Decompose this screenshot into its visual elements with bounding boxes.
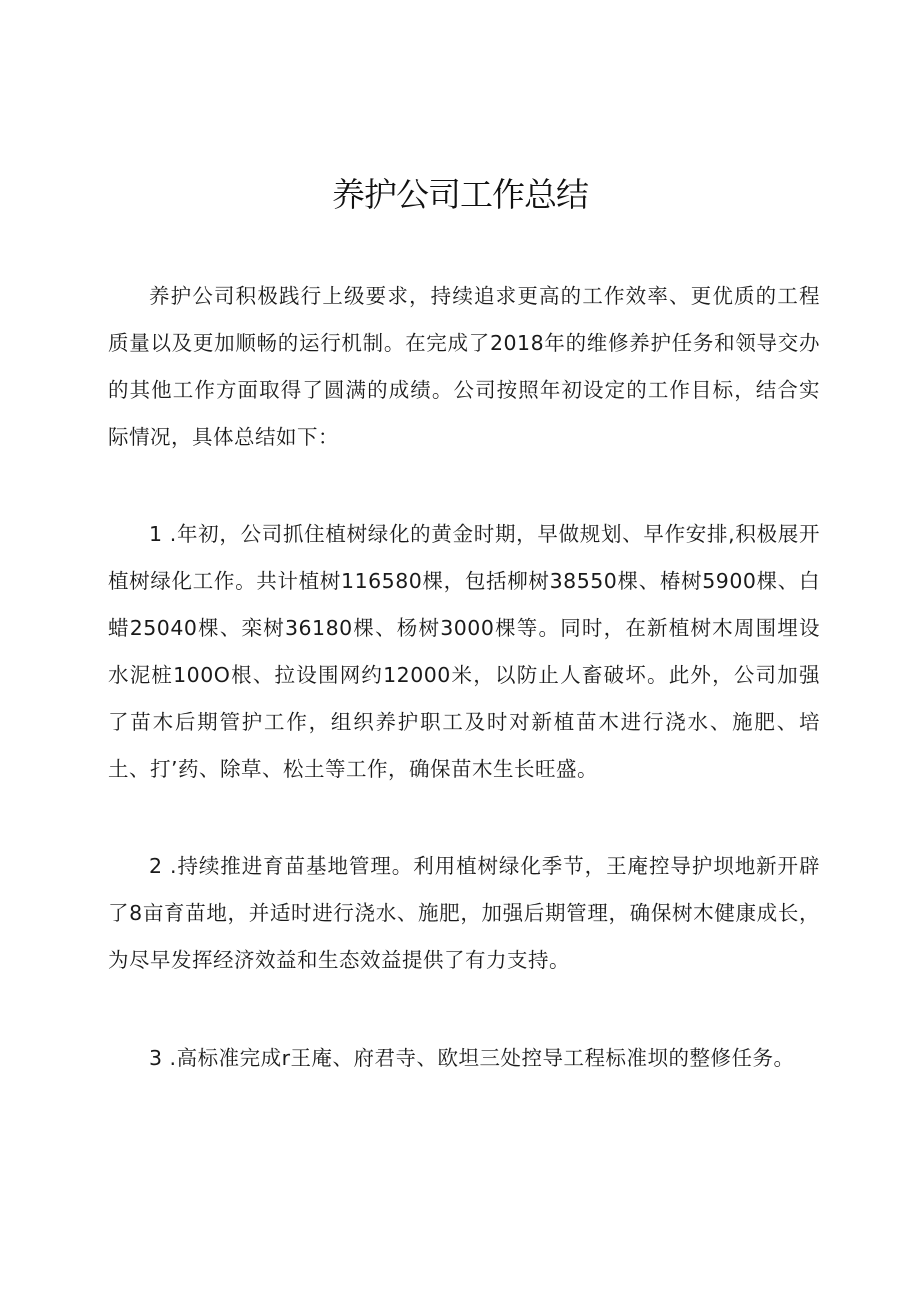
intro-paragraph: 养护公司积极践行上级要求，持续追求更高的工作效率、更优质的工程质量以及更加顺畅的运行机制。在完成了2018年的维修养护任务和领导交办的其他工作方面取得了圆满的成绩。公司按照年初设定的工作目标，结合实际情况，具体总结如下： [108,284,820,449]
summary-item-1: 1 .年初，公司抓住植树绿化的黄金时期，早做规划、早作安排,积极展开植树绿化工作。共计植树116580棵，包括柳树38550棵、椿树5900棵、白蜡25040棵、栾树36180棵、杨树3000棵等。同时，在新植树木周围埋设水泥桩100O根、拉设围网约12000米，以防止人畜破坏。此外，公司加强了苗木后期管护工作，组织养护职工及时对新植苗木进行浇水、施肥、培土、打’药、除草、松土等工作，确保苗木生长旺盛。 [108,522,820,781]
document-title: 养护公司工作总结 [332,175,588,214]
summary-item-2: 2 .持续推进育苗基地管理。利用植树绿化季节，王庵控导护坝地新开辟了8亩育苗地，并适时进行浇水、施肥，加强后期管理，确保树木健康成长，为尽早发挥经济效益和生态效益提供了有力支持。 [108,854,820,972]
summary-item-3: 3 .高标准完成r王庵、府君寺、欧坦三处控导工程标准坝的整修任务。 [149,1046,795,1070]
